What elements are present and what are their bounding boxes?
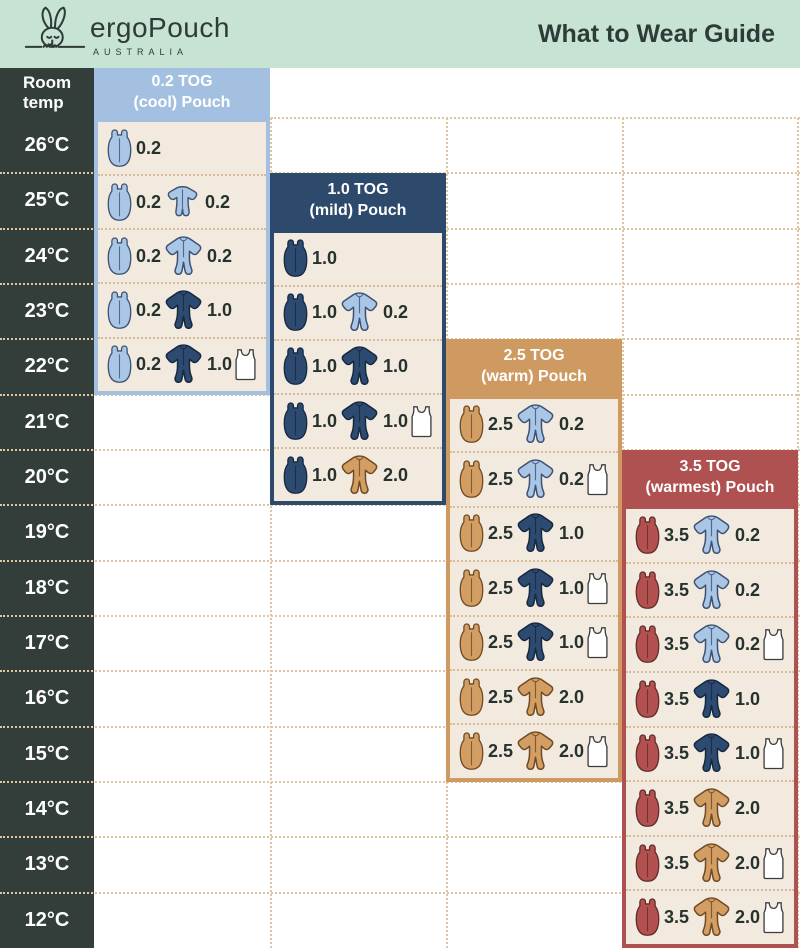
room-temp-cell: 23°C — [24, 300, 70, 323]
outfit-row — [626, 671, 794, 726]
onesie-icon — [338, 399, 381, 444]
pouch-panel-header — [270, 173, 446, 228]
sleeping-bag-icon — [633, 568, 662, 613]
panel-title-line1: 2.5 TOG — [503, 347, 565, 365]
pouch-panel-body — [446, 395, 622, 782]
onesie-icon — [338, 290, 381, 335]
onesie-icon — [690, 841, 733, 886]
onesie-icon — [690, 568, 733, 613]
room-temp-cell: 15°C — [24, 742, 70, 765]
sleeping-bag-icon — [457, 566, 486, 611]
tog-value: 3.5 — [664, 525, 690, 546]
singlet-icon — [585, 461, 610, 498]
pouch-panel-header — [446, 339, 622, 394]
pouch-panel-body — [622, 505, 798, 948]
room-temp-cell: 19°C — [24, 521, 70, 544]
onesie-icon — [690, 731, 733, 776]
sleeping-bag-icon — [281, 399, 310, 444]
onesie-icon — [514, 729, 557, 774]
pouch-panel-body — [94, 118, 270, 395]
onesie-icon — [162, 288, 205, 333]
outfit-row — [98, 282, 266, 336]
outfit-row — [626, 562, 794, 617]
tog-value: 0.2 — [136, 191, 162, 212]
singlet-icon — [585, 624, 610, 661]
logo-text: ergoPouch — [90, 12, 230, 43]
onesie-icon — [690, 895, 733, 940]
singlet-icon — [233, 346, 258, 383]
tog-value: 2.5 — [488, 632, 514, 653]
pouch-panel-body — [270, 229, 446, 506]
sleeping-bag-icon — [457, 457, 486, 502]
outfit-row — [450, 669, 618, 723]
sleeping-bag-icon — [633, 622, 662, 667]
tog-value: 0.2 — [559, 468, 585, 489]
tog-value: 0.2 — [559, 414, 585, 435]
room-temp-cell: 26°C — [24, 134, 70, 157]
tog-value: 2.0 — [383, 464, 409, 485]
tog-value: 1.0 — [312, 464, 338, 485]
sleeping-bag-icon — [457, 675, 486, 720]
tog-value: 1.0 — [312, 356, 338, 377]
onesie-icon — [514, 457, 557, 502]
tog-value: 1.0 — [559, 523, 585, 544]
room-temp-cell: 18°C — [24, 576, 70, 599]
tog-value: 1.0 — [383, 410, 409, 431]
tog-value: 1.0 — [559, 632, 585, 653]
sleeping-bag-icon — [281, 344, 310, 389]
sleeping-bag-icon — [457, 402, 486, 447]
room-temp-header: Room temp — [23, 72, 72, 112]
outfit-row — [450, 399, 618, 451]
onesie-icon — [338, 344, 381, 389]
tog-value: 2.0 — [559, 686, 585, 707]
onesie-icon — [514, 566, 557, 611]
tog-value: 1.0 — [312, 410, 338, 431]
singlet-icon — [585, 570, 610, 607]
singlet-icon — [585, 733, 610, 770]
onesie-icon — [690, 622, 733, 667]
tog-value: 0.2 — [136, 299, 162, 320]
outfit-row — [450, 560, 618, 614]
outfit-row — [626, 509, 794, 562]
outfit-row — [274, 339, 442, 393]
onesie-icon — [690, 786, 733, 831]
singlet-icon — [761, 845, 786, 882]
bunny-icon — [24, 3, 86, 57]
tog-value: 1.0 — [383, 356, 409, 377]
room-temp-cell: 16°C — [24, 687, 70, 710]
sleeping-bag-icon — [633, 841, 662, 886]
outfit-row — [626, 616, 794, 671]
singlet-icon — [761, 626, 786, 663]
outfit-row — [274, 285, 442, 339]
tog-value: 3.5 — [664, 634, 690, 655]
tog-value: 2.5 — [488, 577, 514, 598]
onesie-icon — [514, 620, 557, 665]
room-temp-cell: 21°C — [24, 410, 70, 433]
room-temp-cell: 20°C — [24, 466, 70, 489]
tog-value: 3.5 — [664, 743, 690, 764]
logo-subtext: AUSTRALIA — [93, 46, 189, 57]
tog-value: 2.5 — [488, 686, 514, 707]
panel-title-line1: 0.2 TOG — [151, 73, 213, 91]
onesie-icon — [690, 513, 733, 558]
onesie-icon — [162, 342, 205, 387]
tog-value: 3.5 — [664, 798, 690, 818]
outfit-row — [98, 337, 266, 391]
outfit-row — [626, 835, 794, 890]
outfit-row — [450, 506, 618, 560]
tog-value: 0.2 — [735, 525, 761, 546]
tog-value: 1.0 — [207, 299, 233, 320]
room-temp-cell: 22°C — [24, 355, 70, 378]
outfit-row — [450, 451, 618, 505]
outfit-row — [274, 233, 442, 285]
sleeping-bag-icon — [105, 342, 134, 387]
sleeping-bag-icon — [281, 453, 310, 498]
tog-value: 2.0 — [735, 852, 761, 873]
room-temp-cell: 17°C — [24, 632, 70, 655]
room-temp-cell: 14°C — [24, 798, 70, 821]
tog-value: 2.0 — [735, 798, 761, 818]
onesie-icon — [690, 677, 733, 722]
singlet-icon — [761, 735, 786, 772]
panel-title-line2: (warmest) Pouch — [645, 478, 775, 496]
top-bar — [0, 0, 800, 68]
sleeping-bag-icon — [457, 729, 486, 774]
sleeping-bag-icon — [633, 895, 662, 940]
tog-value: 2.5 — [488, 414, 514, 435]
tog-value: 0.2 — [735, 579, 761, 600]
pouch-panel-header — [622, 450, 798, 505]
tog-value: 3.5 — [664, 907, 690, 928]
sleeping-bag-icon — [105, 234, 134, 279]
tog-value: 2.5 — [488, 523, 514, 544]
outfit-row — [98, 228, 266, 282]
room-temp-cell: 24°C — [24, 244, 70, 267]
outfit-row — [626, 726, 794, 781]
romper-short-icon — [162, 184, 203, 220]
panel-title-line2: (cool) Pouch — [133, 94, 231, 111]
tog-value: 0.2 — [136, 137, 162, 158]
tog-value: 1.0 — [207, 354, 233, 375]
tog-value: 1.0 — [735, 688, 761, 709]
outfit-row — [274, 447, 442, 501]
sleeping-bag-icon — [281, 236, 310, 281]
sleeping-bag-icon — [105, 180, 134, 225]
outfit-row — [450, 723, 618, 777]
panel-title-line2: (mild) Pouch — [309, 201, 407, 219]
pouch-panel-header — [94, 68, 270, 118]
tog-value: 3.5 — [664, 852, 690, 873]
tog-value: 0.2 — [207, 245, 233, 266]
outfit-row — [98, 174, 266, 228]
tog-value: 2.0 — [559, 741, 585, 762]
tog-value: 0.2 — [735, 634, 761, 655]
sleeping-bag-icon — [633, 731, 662, 776]
outfit-row — [626, 780, 794, 835]
sleeping-bag-icon — [633, 786, 662, 831]
page-title: What to Wear Guide — [537, 19, 775, 48]
panel-title-line2: (warm) Pouch — [481, 367, 587, 385]
tog-value: 2.0 — [735, 907, 761, 928]
outfit-row — [274, 393, 442, 447]
outfit-row — [98, 122, 266, 174]
tog-value: 2.5 — [488, 468, 514, 489]
singlet-icon — [409, 403, 434, 440]
singlet-icon — [761, 899, 786, 936]
onesie-icon — [514, 511, 557, 556]
tog-value: 0.2 — [136, 354, 162, 375]
sleeping-bag-icon — [281, 290, 310, 335]
tog-value: 0.2 — [383, 302, 409, 323]
outfit-row — [450, 615, 618, 669]
tog-value: 1.0 — [735, 743, 761, 764]
sleeping-bag-icon — [633, 677, 662, 722]
tog-value: 1.0 — [312, 248, 338, 269]
onesie-icon — [338, 453, 381, 498]
sleeping-bag-icon — [105, 288, 134, 333]
tog-value: 0.2 — [136, 245, 162, 266]
tog-value: 3.5 — [664, 688, 690, 709]
sleeping-bag-icon — [457, 511, 486, 556]
room-temp-cell: 12°C — [24, 908, 70, 931]
panel-title-line1: 1.0 TOG — [327, 181, 389, 199]
room-temp-cell: 25°C — [24, 189, 70, 212]
tog-value: 1.0 — [312, 302, 338, 323]
sleeping-bag-icon — [457, 620, 486, 665]
panel-title-line1: 3.5 TOG — [679, 457, 741, 475]
tog-value: 3.5 — [664, 579, 690, 600]
onesie-icon — [162, 234, 205, 279]
tog-value: 2.5 — [488, 741, 514, 762]
room-temp-cell: 13°C — [24, 853, 70, 876]
ergopouch-logo — [24, 3, 230, 57]
tog-value: 0.2 — [205, 191, 231, 212]
onesie-icon — [514, 402, 557, 447]
tog-value: 1.0 — [559, 577, 585, 598]
sleeping-bag-icon — [633, 513, 662, 558]
outfit-row — [626, 889, 794, 944]
sleeping-bag-icon — [105, 126, 134, 171]
grid-row-line — [271, 117, 800, 119]
onesie-icon — [514, 675, 557, 720]
